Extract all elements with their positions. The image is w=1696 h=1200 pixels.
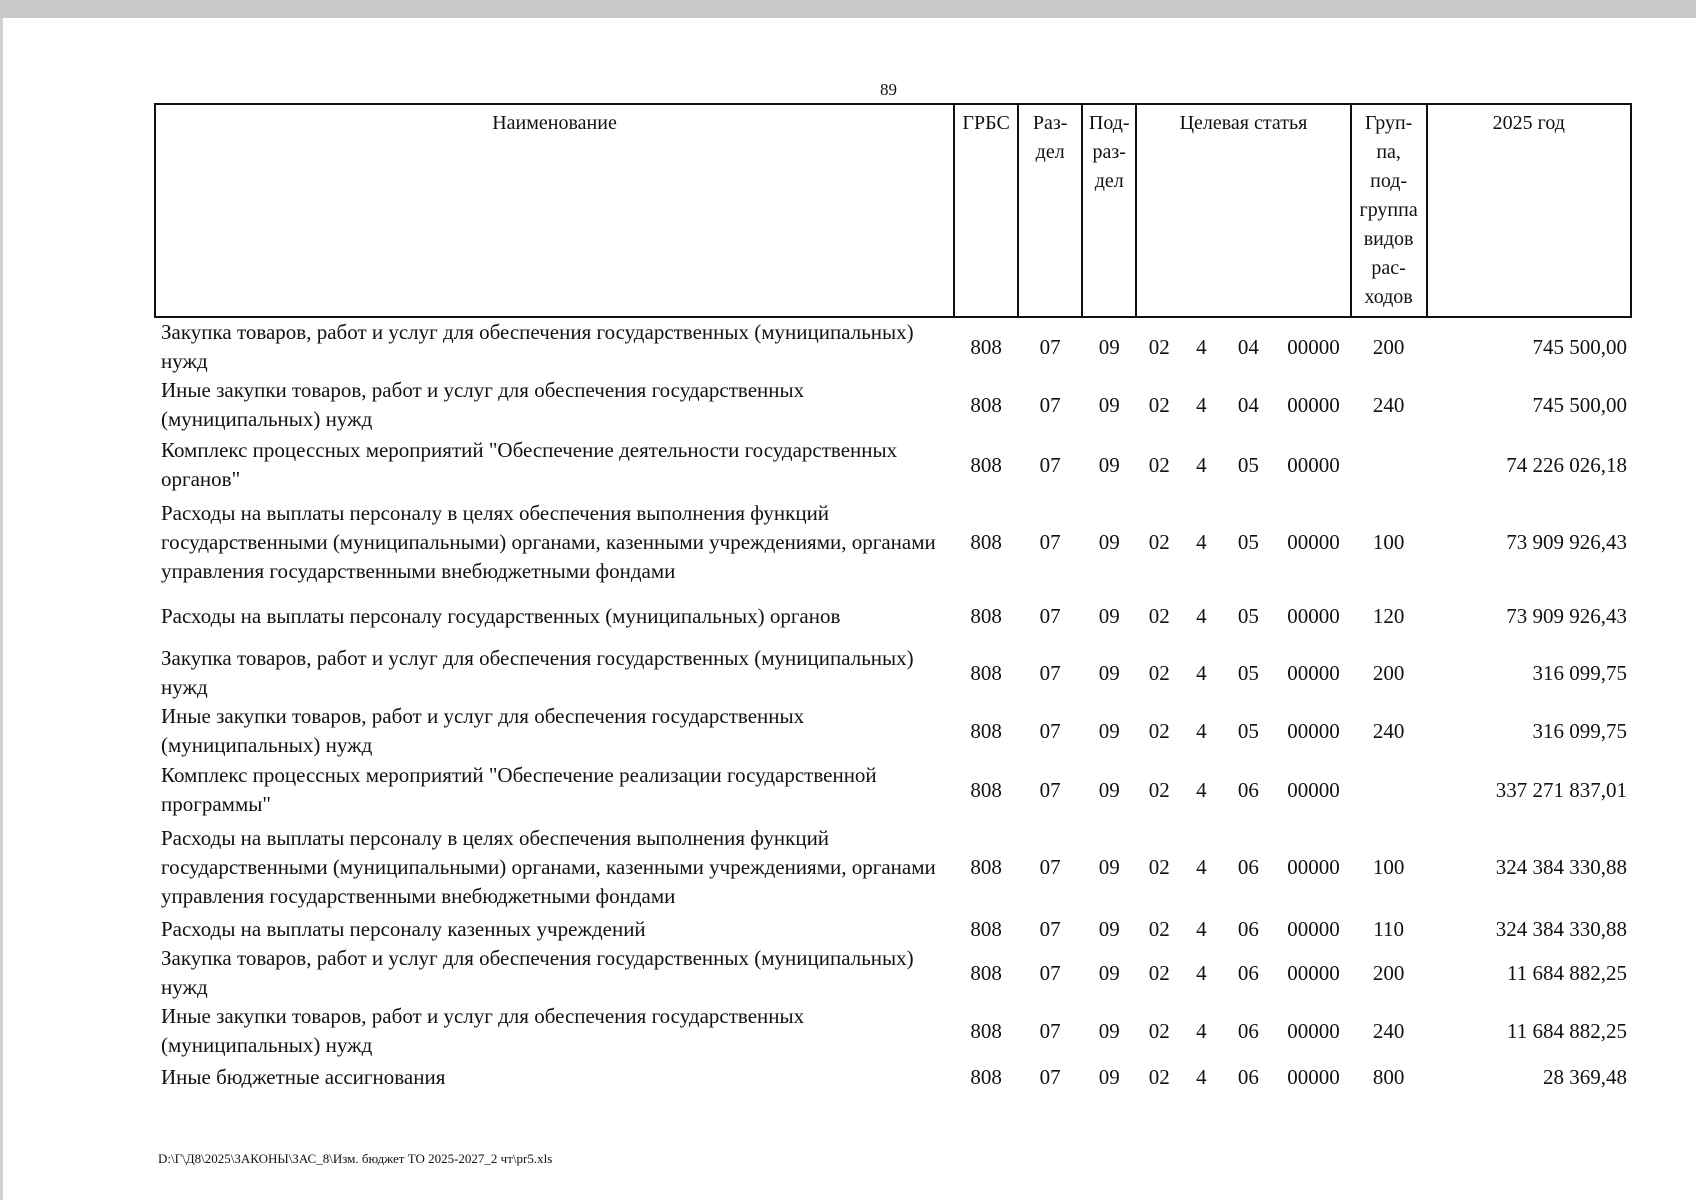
row-target-complex: 06 [1237,1018,1259,1043]
row-grbs: 808 [970,529,1002,554]
row-razdel: 07 [1039,854,1061,879]
row-grbs: 808 [970,334,1002,359]
table-row [155,644,1631,702]
row-expense-group [1351,760,1427,820]
row-razdel: 07 [1039,603,1061,628]
row-expense-group: 120 [1372,603,1405,628]
header-podrazdel: Под- раз- дел [1082,104,1136,317]
row-target-program: 02 [1148,529,1170,554]
row-podrazdel: 09 [1098,1018,1120,1043]
footer-file-path: D:\Г\Д8\2025\ЗАКОНЫ\ЗАС_8\Изм. бюджет ТО 2025-2027_2 чт\pr5.xls [158,1151,553,1166]
row-razdel: 07 [1039,334,1061,359]
row-grbs: 808 [970,854,1002,879]
row-grbs: 808 [970,916,1002,941]
row-razdel: 07 [1039,1018,1061,1043]
row-name: Иные закупки товаров, работ и услуг для обеспечения государственных (муниципальных) нужд [161,378,805,431]
row-target-program: 02 [1148,660,1170,685]
table-row [155,434,1631,496]
row-target-direction: 00000 [1287,1018,1340,1043]
row-name: Закупка товаров, работ и услуг для обеспечения государственных (муниципальных) нужд [161,320,914,373]
row-podrazdel: 09 [1098,603,1120,628]
row-target-complex: 06 [1237,916,1259,941]
scan-left-border [0,18,3,1200]
scan-top-border [0,0,1696,18]
row-podrazdel: 09 [1098,452,1120,477]
row-target-complex: 06 [1237,854,1259,879]
row-razdel: 07 [1039,960,1061,985]
row-razdel: 07 [1039,718,1061,743]
row-razdel: 07 [1039,529,1061,554]
row-podrazdel: 09 [1098,1064,1120,1089]
table-row [155,496,1631,588]
row-target-type: 4 [1196,452,1207,477]
row-podrazdel: 09 [1098,529,1120,554]
table-row [155,1060,1631,1094]
row-razdel: 07 [1039,916,1061,941]
row-amount: 28 369,48 [1543,1064,1627,1089]
row-grbs: 808 [970,660,1002,685]
row-amount: 745 500,00 [1532,392,1627,417]
row-name: Расходы на выплаты персоналу государственных (муниципальных) органов [161,603,841,628]
row-target-complex: 04 [1237,334,1259,359]
row-target-direction: 00000 [1287,854,1340,879]
row-razdel: 07 [1039,1064,1061,1089]
row-target-complex: 05 [1237,529,1259,554]
row-target-type: 4 [1196,960,1207,985]
row-name: Комплекс процессных мероприятий "Обеспечение деятельности государственных органов" [161,438,898,491]
row-target-direction: 00000 [1287,603,1340,628]
row-grbs: 808 [970,452,1002,477]
table-row [155,760,1631,820]
table-row [155,702,1631,760]
row-grbs: 808 [970,777,1002,802]
row-name: Расходы на выплаты персоналу казенных учреждений [161,916,646,941]
row-grbs: 808 [970,603,1002,628]
row-target-complex: 05 [1237,603,1259,628]
row-podrazdel: 09 [1098,777,1120,802]
row-expense-group: 200 [1372,334,1405,359]
row-razdel: 07 [1039,660,1061,685]
row-target-complex: 06 [1237,777,1259,802]
row-expense-group: 110 [1373,916,1404,941]
row-grbs: 808 [970,960,1002,985]
row-amount: 316 099,75 [1532,660,1627,685]
row-grbs: 808 [970,718,1002,743]
row-grbs: 808 [970,1064,1002,1089]
row-target-complex: 04 [1237,392,1259,417]
table-row [155,1002,1631,1060]
row-target-complex: 06 [1237,1064,1259,1089]
row-target-direction: 00000 [1287,392,1340,417]
row-target-direction: 00000 [1287,718,1340,743]
row-name: Закупка товаров, работ и услуг для обеспечения государственных (муниципальных) нужд [161,946,914,999]
row-target-complex: 05 [1237,660,1259,685]
row-target-direction: 00000 [1287,777,1340,802]
row-podrazdel: 09 [1098,660,1120,685]
row-podrazdel: 09 [1098,334,1120,359]
row-expense-group: 200 [1372,960,1405,985]
row-target-program: 02 [1148,777,1170,802]
table-row [155,820,1631,914]
row-target-program: 02 [1148,718,1170,743]
row-expense-group [1351,434,1427,496]
row-target-program: 02 [1148,916,1170,941]
row-target-program: 02 [1148,603,1170,628]
row-target-type: 4 [1196,1064,1207,1089]
header-target-article: Целевая статья [1136,104,1350,317]
row-target-type: 4 [1196,392,1207,417]
row-amount: 73 909 926,43 [1506,603,1627,628]
row-name: Иные бюджетные ассигнования [161,1064,446,1089]
row-target-type: 4 [1196,334,1207,359]
row-name: Комплекс процессных мероприятий "Обеспечение реализации государственной программы" [161,763,877,816]
row-razdel: 07 [1039,777,1061,802]
row-target-program: 02 [1148,392,1170,417]
header-name: Наименование [155,104,954,317]
row-target-type: 4 [1196,718,1207,743]
row-amount: 337 271 837,01 [1495,777,1627,802]
row-target-direction: 00000 [1287,529,1340,554]
table-row [155,376,1631,434]
row-name: Закупка товаров, работ и услуг для обеспечения государственных (муниципальных) нужд [161,646,914,699]
row-target-direction: 00000 [1287,1064,1340,1089]
row-podrazdel: 09 [1098,960,1120,985]
page-number: 89 [880,80,897,99]
table-row [155,317,1631,376]
row-target-direction: 00000 [1287,452,1340,477]
row-target-type: 4 [1196,660,1207,685]
row-expense-group: 800 [1372,1064,1405,1089]
row-expense-group: 240 [1372,718,1405,743]
row-target-complex: 06 [1237,960,1259,985]
row-amount: 745 500,00 [1532,334,1627,359]
row-target-program: 02 [1148,854,1170,879]
row-amount: 11 684 882,25 [1507,960,1627,985]
row-expense-group: 200 [1372,660,1405,685]
row-name: Расходы на выплаты персоналу в целях обеспечения выполнения функций государственными (муниципальными) органами, казенными учреждениями, органами управления государственными внебюджетными фондами [161,500,936,583]
row-podrazdel: 09 [1098,854,1120,879]
row-expense-group: 100 [1372,854,1405,879]
header-expense-group: Груп- па, под- группа видов рас- ходов [1351,104,1427,317]
header-razdel: Раз- дел [1018,104,1082,317]
row-target-complex: 05 [1237,718,1259,743]
row-target-type: 4 [1196,777,1207,802]
row-name: Расходы на выплаты персоналу в целях обеспечения выполнения функций государственными (муниципальными) органами, казенными учреждениями, органами управления государственными внебюджетными фондами [161,825,936,908]
row-target-type: 4 [1196,603,1207,628]
row-podrazdel: 09 [1098,718,1120,743]
row-razdel: 07 [1039,392,1061,417]
header-grbs: ГРБС [954,104,1018,317]
row-target-complex: 05 [1237,452,1259,477]
row-amount: 74 226 026,18 [1506,452,1627,477]
row-name: Иные закупки товаров, работ и услуг для обеспечения государственных (муниципальных) нужд [161,704,805,757]
row-podrazdel: 09 [1098,392,1120,417]
row-target-direction: 00000 [1287,334,1340,359]
table-row [155,914,1631,944]
row-amount: 324 384 330,88 [1495,854,1627,879]
row-podrazdel: 09 [1098,916,1120,941]
row-amount: 73 909 926,43 [1506,529,1627,554]
row-target-direction: 00000 [1287,660,1340,685]
row-target-direction: 00000 [1287,960,1340,985]
header-year-2025: 2025 год [1427,104,1631,317]
row-expense-group: 240 [1372,392,1405,417]
row-target-direction: 00000 [1287,916,1340,941]
table-row [155,588,1631,644]
row-target-type: 4 [1196,529,1207,554]
row-amount: 324 384 330,88 [1495,916,1627,941]
row-target-program: 02 [1148,334,1170,359]
row-target-type: 4 [1196,854,1207,879]
row-expense-group: 240 [1372,1018,1405,1043]
row-target-type: 4 [1196,1018,1207,1043]
row-target-type: 4 [1196,916,1207,941]
row-amount: 316 099,75 [1532,718,1627,743]
row-razdel: 07 [1039,452,1061,477]
row-grbs: 808 [970,392,1002,417]
row-grbs: 808 [970,1018,1002,1043]
row-target-program: 02 [1148,960,1170,985]
row-target-program: 02 [1148,1064,1170,1089]
row-name: Иные закупки товаров, работ и услуг для обеспечения государственных (муниципальных) нужд [161,1004,805,1057]
budget-table [154,103,1632,1094]
table-row [155,944,1631,1002]
row-expense-group: 100 [1372,529,1405,554]
table-header-row [155,104,1631,317]
row-amount: 11 684 882,25 [1507,1018,1627,1043]
row-target-program: 02 [1148,452,1170,477]
row-target-program: 02 [1148,1018,1170,1043]
